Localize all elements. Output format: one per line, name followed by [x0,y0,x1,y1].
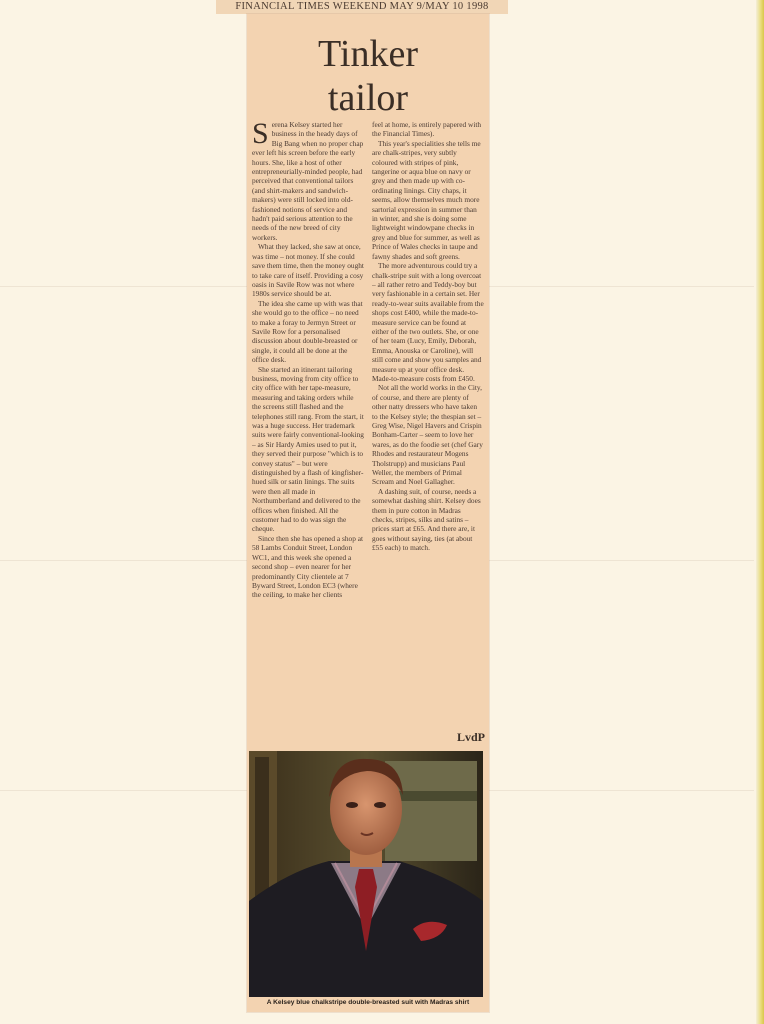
article-paragraph: Not all the world works in the City, of course, and there are plenty of other natty dressers who have taken to the Kelsey style; the thespian set – Greg Wise, Nigel Havers and Crispin Bonham-Carter – seem to love her wares, as do the foodie set (chef Gary Rhodes and restaurateur Mogens Tholstrupp) and musicians Paul Weller, the members of Primal Scream and Noel Gallagher. [372,383,483,487]
article-paragraph [252,120,364,242]
article-paragraph: feel at home, is entirely papered with the Financial Times). [372,120,482,139]
portrait-illustration [249,751,483,997]
paper-edge [756,0,764,1024]
headline-line-2: tailor [327,77,409,119]
portrait-photo [249,751,483,997]
article-column-1 [252,120,364,746]
article-column-2 [372,120,484,746]
article-paragraph: She started an itinerant tailoring business, moving from city office to city office with her tape-measure, measuring and taking orders while the screens still flashed and the telephones still rang. From the start, it was a huge success. Her trademark suits were fairly conventional-looking – as Sir Hardy Amies used to put it, they served their purpose "which is to convey status" – but were distinguished by a flash of kingfisher-hued silk or satin linings. The suits were then all made in Northumberland and delivered to the offices when finished. All the customer had to do was sign the cheque. [252,364,364,534]
photo-caption: A Kelsey blue chalkstripe double-breasted suit with Madras shirt [266,999,470,1006]
left-eye [346,802,358,808]
article-body [252,120,484,746]
headline-line-1: Tinker [318,33,418,75]
article-paragraph: What they lacked, she saw at once, was time – not money. If she could save them time, then the money ought to take care of itself. Providing a cosy oasis in Savile Row was not where 1980s service should be at. [252,242,364,299]
newspaper-clipping [247,14,489,1012]
drop-cap: S [252,120,269,150]
byline: LvdP [456,730,485,744]
paragraph-text: erena Kelsey started her business in the heady days of Big Bang when no proper chap ever left his screen before the early hours. She, like a host of other entrepreneurially-minded people, had perceived that conventional tailors (and shirt-makers and sandwich-makers) were still locked into old-fashioned notions of service and hadn't paid serious attention to the needs of the new breed of city workers. [252,120,364,242]
masthead: FINANCIAL TIMES WEEKEND MAY 9/MAY 10 1998 [216,0,508,14]
article-paragraph: The idea she came up with was that she would go to the office – no need to make a foray to Jermyn Street or Savile Row for a personalised discussion about double-breasted or single, it could all be done at the office desk. [252,298,363,365]
article-paragraph: This year's specialities she tells me are chalk-stripes, very subtly coloured with stripes of pink, tangerine or aqua blue on navy or grey and then made up with co-ordinating linings. City chaps, it seems, allow themselves much more sartorial expression in summer than in winter, and she is doing some lightweight windowpane checks in grey and blue for summer, as well as Prince of Wales checks in taupe and fawny shades and soft greens. [372,138,481,261]
article-paragraph: The more adventurous could try a chalk-stripe suit with a long overcoat – all rather retro and Teddy-boy but very fashionable in a certain set. Her ready-to-wear suits available from the shops cost £400, while the made-to-measure service can be found at either of the two outlets. She, or one of her team (Lucy, Emily, Deborah, Emma, Anouska or Caroline), will still come and show you samples and measure up at your office desk. Made-to-measure costs from £450. [372,261,484,383]
article-paragraph: Since then she has opened a shop at 58 Lambs Conduit Street, London WC1, and this week she opened a second shop – even nearer for her predominantly City clientele at 7 Byward Street, London EC3 (where the ceiling, to make her clients [252,533,364,600]
headline [247,32,489,120]
article-paragraph: A dashing suit, of course, needs a somewhat dashing shirt. Kelsey does them in pure cotton in Madras checks, stripes, silks and satins – prices start at £65. And there are, it goes without saying, ties (at about £55 each) to match. [372,486,481,553]
right-eye [374,802,386,808]
